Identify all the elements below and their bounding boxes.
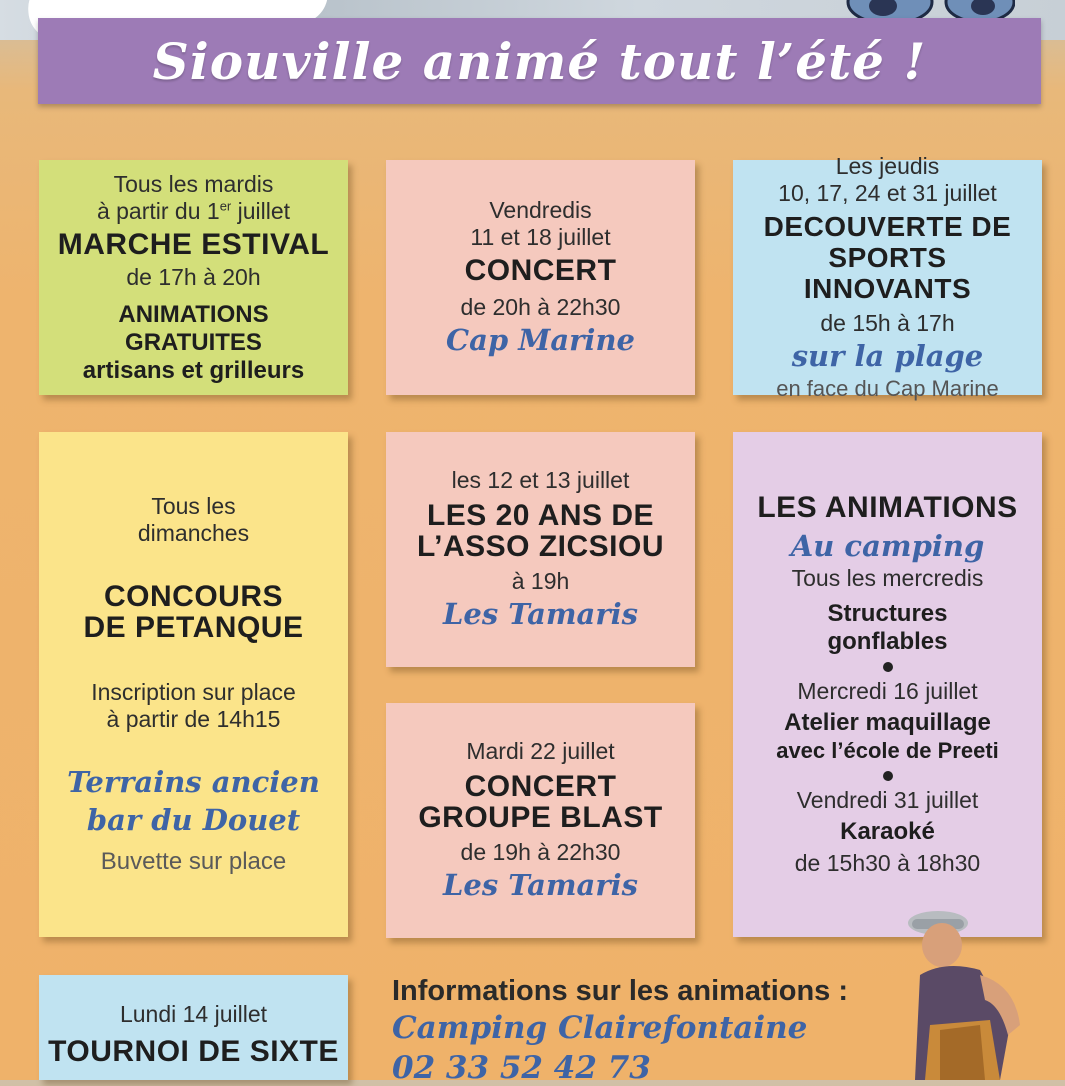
registration-time: à partir de 14h15: [106, 705, 281, 732]
event-place: sur la plage: [791, 338, 984, 373]
event-title-2: L’ASSO ZICSIOU: [416, 529, 665, 563]
card-concert-blast: [386, 703, 695, 938]
activity-title: Atelier maquillage: [784, 709, 991, 736]
card-concours-petanque: [39, 432, 348, 937]
page-title: Siouville animé tout l’été !: [152, 31, 927, 91]
start-date-line: à partir du 1er juillet: [96, 197, 291, 224]
registration-info: Inscription sur place: [91, 678, 296, 705]
schedule-line-2: dimanches: [137, 519, 250, 546]
card-marche-estival: [39, 160, 348, 395]
event-title: CONCERT: [464, 769, 617, 803]
place-note: en face du Cap Marine: [776, 375, 999, 401]
schedule-line: Tous les: [151, 492, 236, 519]
event-title: TOURNOI DE SIXTE: [48, 1035, 339, 1068]
event-place: Les Tamaris: [443, 596, 638, 631]
event-time: de 17h à 20h: [126, 263, 261, 290]
schedule-line: Les jeudis: [835, 152, 940, 179]
event-title-2: GROUPE BLAST: [418, 800, 663, 834]
event-title-2: DE PETANQUE: [83, 610, 304, 644]
place-note: Buvette sur place: [100, 847, 287, 875]
person-photo: [900, 905, 1065, 1080]
bullet-separator: [883, 662, 893, 672]
info-heading: Informations sur les animations :: [392, 975, 849, 1007]
event-place: Cap Marine: [446, 322, 635, 357]
event-title-2: SPORTS INNOVANTS: [803, 241, 972, 304]
date-line: Mercredi 16 juillet: [797, 678, 978, 704]
event-place: Les Tamaris: [443, 867, 638, 902]
title-banner: [38, 18, 1041, 104]
event-title: DECOUVERTE DE: [763, 210, 1012, 242]
card-concert-cap-marine: [386, 160, 695, 395]
event-title: LES 20 ANS DE: [426, 498, 655, 532]
activity-title: Structures: [827, 600, 948, 627]
info-phone[interactable]: 02 33 52 42 73: [392, 1050, 651, 1086]
event-time: de 15h30 à 18h30: [794, 850, 981, 876]
event-title: MARCHE ESTIVAL: [57, 227, 330, 261]
schedule-line: Tous les mardis: [113, 170, 274, 197]
activity-subtitle: avec l’école de Preeti: [776, 738, 999, 763]
event-subtitle: ANIMATIONS GRATUITES: [118, 300, 269, 356]
event-place-2: bar du Douet: [86, 802, 301, 837]
event-subtitle-2: artisans et grilleurs: [82, 356, 305, 384]
event-time: à 19h: [511, 567, 570, 594]
card-asso-zicsiou: [386, 432, 695, 667]
date-line: Lundi 14 juillet: [119, 1001, 268, 1027]
event-time: de 20h à 22h30: [460, 293, 621, 320]
card-tournoi-sixte: [39, 975, 348, 1080]
date-line: les 12 et 13 juillet: [451, 466, 630, 493]
card-animations-camping: [733, 432, 1042, 937]
activity-title-2: gonflables: [827, 628, 948, 655]
event-place: Au camping: [790, 529, 985, 563]
event-place: Terrains ancien: [67, 764, 320, 799]
event-title: CONCERT: [464, 253, 617, 287]
event-time: de 15h à 17h: [820, 309, 955, 336]
event-title: LES ANIMATIONS: [757, 491, 1018, 524]
schedule-line: Vendredis: [489, 196, 592, 223]
event-time: de 19h à 22h30: [460, 838, 621, 865]
date-line: 11 et 18 juillet: [470, 223, 611, 250]
bullet-separator: [883, 771, 893, 781]
date-line: 10, 17, 24 et 31 juillet: [778, 179, 997, 206]
event-title: CONCOURS: [103, 579, 283, 613]
date-line: Mardi 22 juillet: [466, 737, 615, 764]
info-camping-name: Camping Clairefontaine: [392, 1010, 808, 1046]
card-sports-innovants: [733, 152, 1042, 401]
activity-title: Karaoké: [840, 818, 935, 845]
date-line: Vendredi 31 juillet: [796, 787, 979, 813]
schedule-line: Tous les mercredis: [791, 565, 984, 591]
